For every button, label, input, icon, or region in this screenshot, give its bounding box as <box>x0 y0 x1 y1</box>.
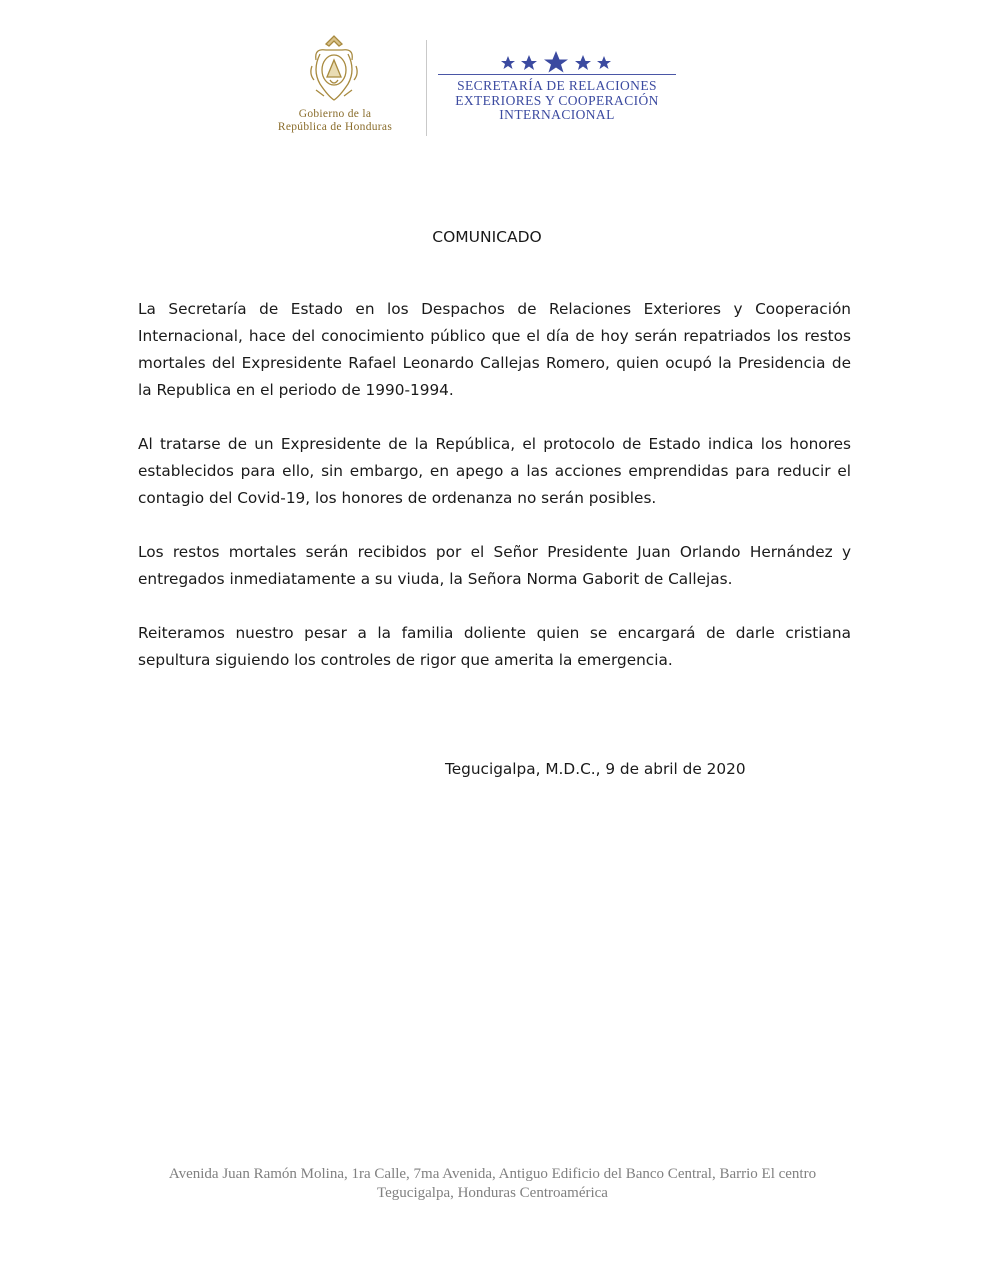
paragraph: Al tratarse de un Expresidente de la República, el protocolo de Estado indica los honores establecidos para ello, sin embargo, en apego a las acciones emprendidas para reducir el contagio del Covid-19, los honores de ordenanza no serán posibles. <box>138 435 851 507</box>
document-body <box>138 296 851 701</box>
stars-icon <box>450 50 660 74</box>
secretariat-name: SECRETARÍA DE RELACIONES EXTERIORES Y COOPERACIÓN INTERNACIONAL <box>455 78 659 122</box>
document-title: COMUNICADO <box>432 228 542 246</box>
letterhead <box>250 28 690 140</box>
paragraph: Los restos mortales serán recibidos por el Señor Presidente Juan Orlando Hernández y entregados inmediatamente a su viuda, la Señora Norma Gaborit de Callejas. <box>138 543 851 588</box>
secretariat-rule <box>438 74 676 75</box>
government-name: Gobierno de la República de Honduras <box>277 108 393 133</box>
coat-of-arms-icon <box>306 30 362 106</box>
paragraph: La Secretaría de Estado en los Despachos de Relaciones Exteriores y Cooperación Internacional, hace del conocimiento público que el día de hoy serán repatriados los restos mortales del Expresidente Rafael Leonardo Callejas Romero, quien ocupó la Presidencia de la Republica en el periodo de 1990-1994. <box>138 300 851 399</box>
place-date: Tegucigalpa, M.D.C., 9 de abril de 2020 <box>445 760 746 778</box>
paragraph: Reiteramos nuestro pesar a la familia doliente quien se encargará de darle cristiana sepultura siguiendo los controles de rigor que amerita la emergencia. <box>138 624 851 669</box>
header-divider <box>426 40 427 136</box>
footer-address: Avenida Juan Ramón Molina, 1ra Calle, 7ma Avenida, Antiguo Edificio del Banco Central, Barrio El centro Tegucigalpa, Honduras Centroamérica <box>168 1166 817 1201</box>
